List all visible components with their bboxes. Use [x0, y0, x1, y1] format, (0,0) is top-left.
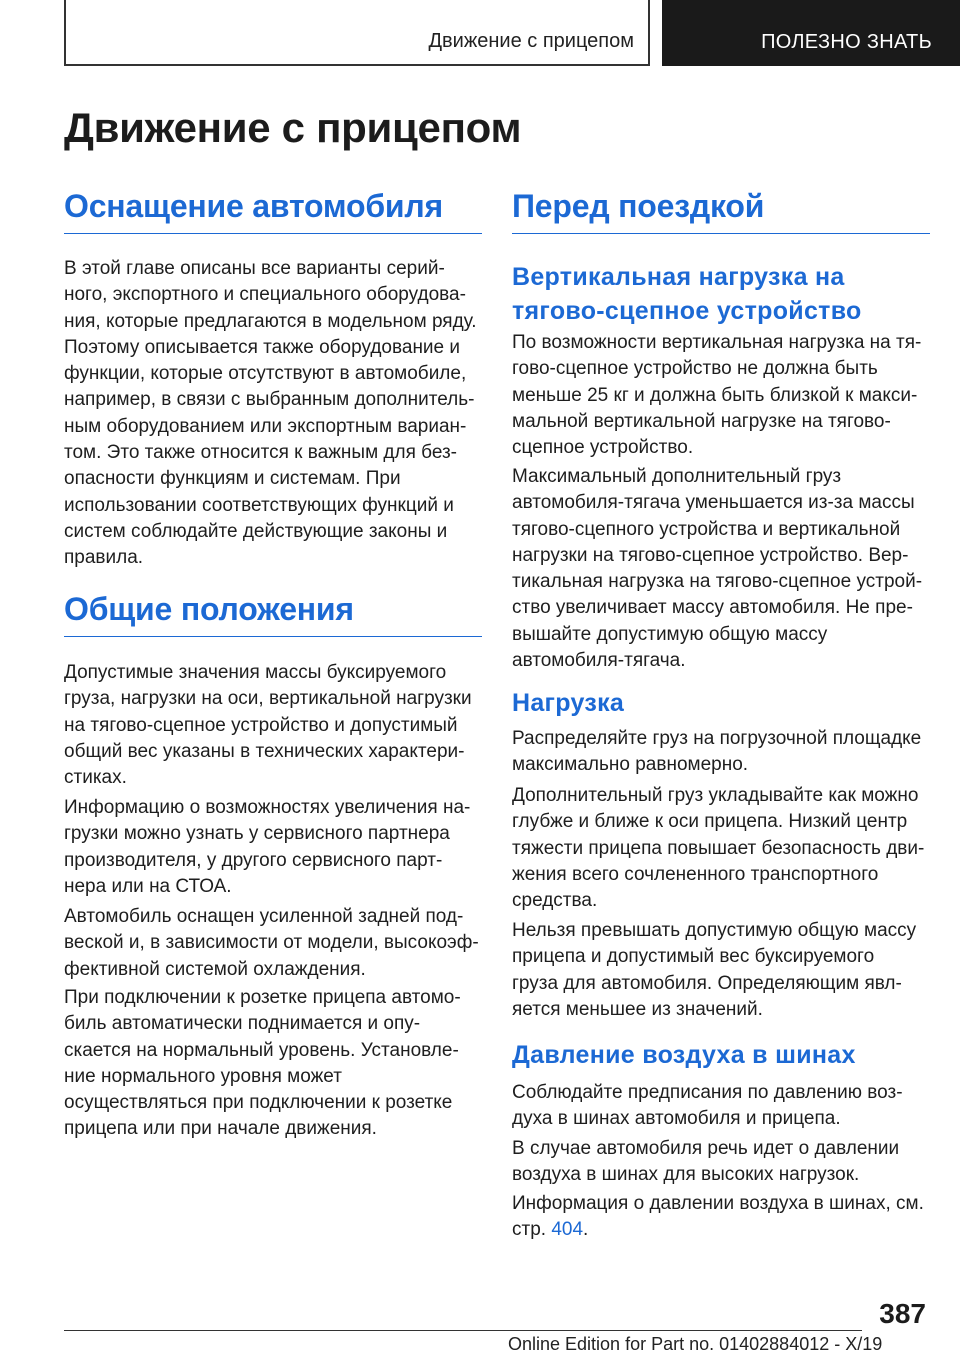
paragraph-general-1: Допустимые значения массы буксируемого груза, нагрузки на оси, вертикальной нагрузки на тягово-сцепное устройство и допустимый общий вес указаны в технических характери- стиках. — [64, 662, 472, 789]
paragraph-vertical-1: По возможности вертикальная нагрузка на тя- гово-сцепное устройство не должна быть меньше 25 кг и должна быть близкой к макси- мальной вертикальной нагрузке на тягово- сцепное устройство. — [512, 332, 922, 459]
heading-tyre-pressure: Давление воздуха в шинах — [512, 1041, 856, 1069]
footer-edition: Online Edition for Part no. 01402884012 - X/19 — [508, 1334, 883, 1354]
page-number: 387 — [879, 1298, 926, 1329]
header-chapter-title: ПОЛЕЗНО ЗНАТЬ — [761, 31, 932, 53]
paragraph-load-1: Распределяйте груз на погрузочной площадке максимально равномерно. — [512, 728, 922, 776]
heading-general: Общие положения — [64, 591, 482, 637]
paragraph-general-2: Информацию о возможностях увеличения на- грузки можно узнать у сервисного партнера производителя, у другого сервисного парт- нера или на СТОА. — [64, 797, 471, 897]
paragraph-tyre-1: Соблюдайте предписания по давлению воз- духа в шинах автомобиля и прицепа. — [512, 1082, 903, 1130]
heading-vertical-load: Вертикальная нагрузка на тягово-сцепное устройство — [512, 263, 862, 325]
paragraph-load-3: Нельзя превышать допустимую общую массу прицепа и допустимый вес буксируемого груза для автомобиля. Определяющим явл- яется меньшее из значений. — [512, 920, 917, 1020]
header-section-title: Движение с прицепом — [428, 30, 634, 52]
page-reference-link[interactable]: 404 — [551, 1219, 584, 1241]
heading-load: Нагрузка — [512, 689, 625, 717]
paragraph-load-2: Дополнительный груз укладывайте как можно глубже и ближе к оси прицепа. Низкий центр тяжести прицепа повышает безопасность дви- жения всего сочлененного транспортного средства. — [512, 785, 925, 912]
header-section-tab — [64, 0, 650, 66]
paragraph-general-4: При подключении к розетке прицепа автомо- биль автоматически поднимается и опу- скается на нормальный уровень. Установле- ние нормального уровня может осуществляться при подключении к розетке прицепа или при начале движения. — [64, 987, 461, 1140]
heading-before-trip: Перед поездкой — [512, 188, 930, 234]
paragraph-tyre-2: В случае автомобиля речь идет о давлении воздуха в шинах для высоких нагрузок. — [512, 1138, 900, 1186]
paragraph-general-3: Автомобиль оснащен усиленной задней под- веской и, в зависимости от модели, высокоэф- фективной системой охлаждения. — [64, 906, 479, 980]
paragraph-tyre-3: Информация о давлении воздуха в шинах, см. стр. 404. — [512, 1193, 924, 1241]
page-title: Движение с прицепом — [64, 104, 522, 151]
heading-equipment: Оснащение автомобиля — [64, 188, 482, 234]
paragraph-vertical-2: Максимальный дополнительный груз автомобиля-тягача уменьшается из-за массы тягово-сцепного устройства и вертикальной нагрузки на тягово-сцепное устройство. Вер- тикальная нагрузка на тягово-сцепное устрой- ство увеличивает массу автомобиля. Не пре- вышайте допустимую общую массу автомобиля-тягача. — [512, 466, 923, 672]
footer-divider — [64, 1330, 862, 1331]
header-chapter-tab — [662, 0, 960, 66]
paragraph-equipment: В этой главе описаны все варианты серий- ного, экспортного и специального оборудова- ния, которые предлагаются в модельном ряду. Поэтому описывается также оборудование и функции, которые отсутствуют в автомобиле, например, в связи с выбранным дополнитель- ным оборудованием или экспортным вариан- том. Это также относится к важным для без- опасности функциям и системам. При использовании соответствующих функций и систем соблюдайте действующие законы и правила. — [64, 258, 477, 569]
